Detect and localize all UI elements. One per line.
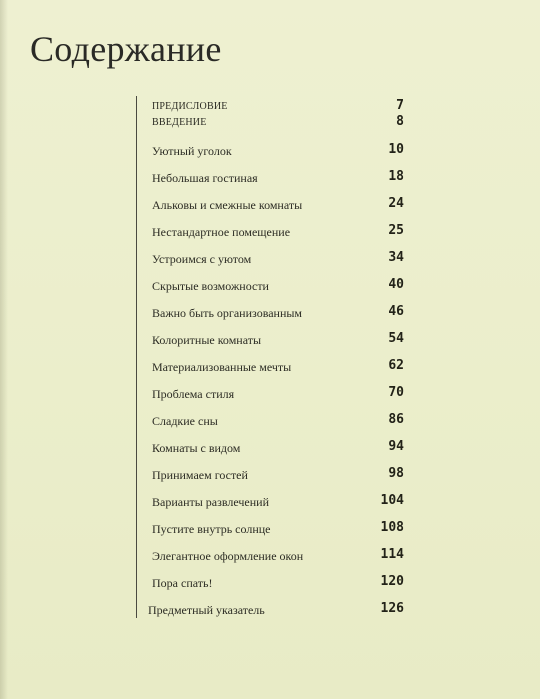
toc-entry-label: Комнаты с видом: [152, 441, 241, 455]
toc-entry[interactable]: [152, 548, 404, 566]
toc-entry-page: 62: [388, 358, 404, 373]
toc-entry[interactable]: [152, 251, 404, 269]
toc-entry-label: Проблема стиля: [152, 387, 235, 401]
toc-entry-label: Предметный указатель: [148, 603, 265, 617]
toc-entry-label: Нестандартное помещение: [152, 225, 291, 239]
page-title: Содержание: [30, 29, 222, 69]
toc-entry-page: 94: [388, 439, 404, 454]
toc-entry[interactable]: [152, 575, 404, 593]
toc-entry-label: Колоритные комнаты: [152, 333, 262, 347]
toc-entry-page: 46: [388, 304, 404, 319]
toc-entry-page: 34: [388, 250, 404, 265]
toc-entry-page: 126: [380, 601, 404, 616]
toc-entry-label: Устроимся с уютом: [152, 252, 252, 266]
toc-entry-page: 8: [396, 114, 404, 129]
toc-entry-label: Варианты развлечений: [152, 495, 270, 509]
toc-entry-page: 10: [388, 142, 404, 157]
toc-entry-page: 98: [388, 466, 404, 481]
toc-entry-page: 7: [396, 98, 404, 113]
toc-entry[interactable]: [152, 386, 404, 404]
toc-entry[interactable]: [152, 332, 404, 350]
toc-entry[interactable]: [152, 494, 404, 512]
toc-entry-page: 54: [388, 331, 404, 346]
toc-entry-label: Альковы и смежные комнаты: [152, 198, 303, 212]
toc-entry-label: Материализованные мечты: [152, 360, 292, 374]
toc-entry-label: Важно быть организованным: [152, 306, 303, 320]
toc-entry[interactable]: [148, 602, 404, 620]
toc-entry[interactable]: [152, 521, 404, 539]
toc-entry-label: Скрытые возможности: [152, 279, 269, 293]
toc-entry[interactable]: [152, 143, 404, 161]
toc-entry[interactable]: [152, 197, 404, 215]
toc-entry[interactable]: [152, 278, 404, 296]
toc-entry[interactable]: [152, 413, 404, 431]
toc-entry-label: Сладкие сны: [152, 414, 218, 428]
toc-entry-page: 24: [388, 196, 404, 211]
toc-entry-label: ВВЕДЕНИЕ: [152, 117, 207, 128]
toc-entry-label: Небольшая гостиная: [152, 171, 258, 185]
toc-entry-page: 70: [388, 385, 404, 400]
toc-entry[interactable]: [152, 170, 404, 188]
toc-entry-page: 18: [388, 169, 404, 184]
toc-entry-page: 25: [388, 223, 404, 238]
toc-entry-page: 114: [380, 547, 404, 562]
toc-entry-label: Пора спать!: [152, 576, 213, 590]
toc-entry[interactable]: [152, 467, 404, 485]
toc-entry[interactable]: [152, 115, 404, 133]
toc-entry-label: Уютный уголок: [152, 144, 232, 158]
toc-entry-label: Пустите внутрь солнце: [152, 522, 271, 536]
toc-entry-page: 120: [380, 574, 404, 589]
toc-entry-label: Элегантное оформление окон: [152, 549, 304, 563]
toc-entry-label: Принимаем гостей: [152, 468, 248, 482]
toc-entry-label: ПРЕДИСЛОВИЕ: [152, 101, 228, 112]
toc-entry[interactable]: [152, 359, 404, 377]
toc-entry-page: 40: [388, 277, 404, 292]
toc-entry-page: 108: [380, 520, 404, 535]
toc-entry[interactable]: [152, 440, 404, 458]
toc-entry-page: 104: [380, 493, 404, 508]
toc-entry-page: 86: [388, 412, 404, 427]
toc-entry[interactable]: [152, 224, 404, 242]
toc-entry[interactable]: [152, 305, 404, 323]
